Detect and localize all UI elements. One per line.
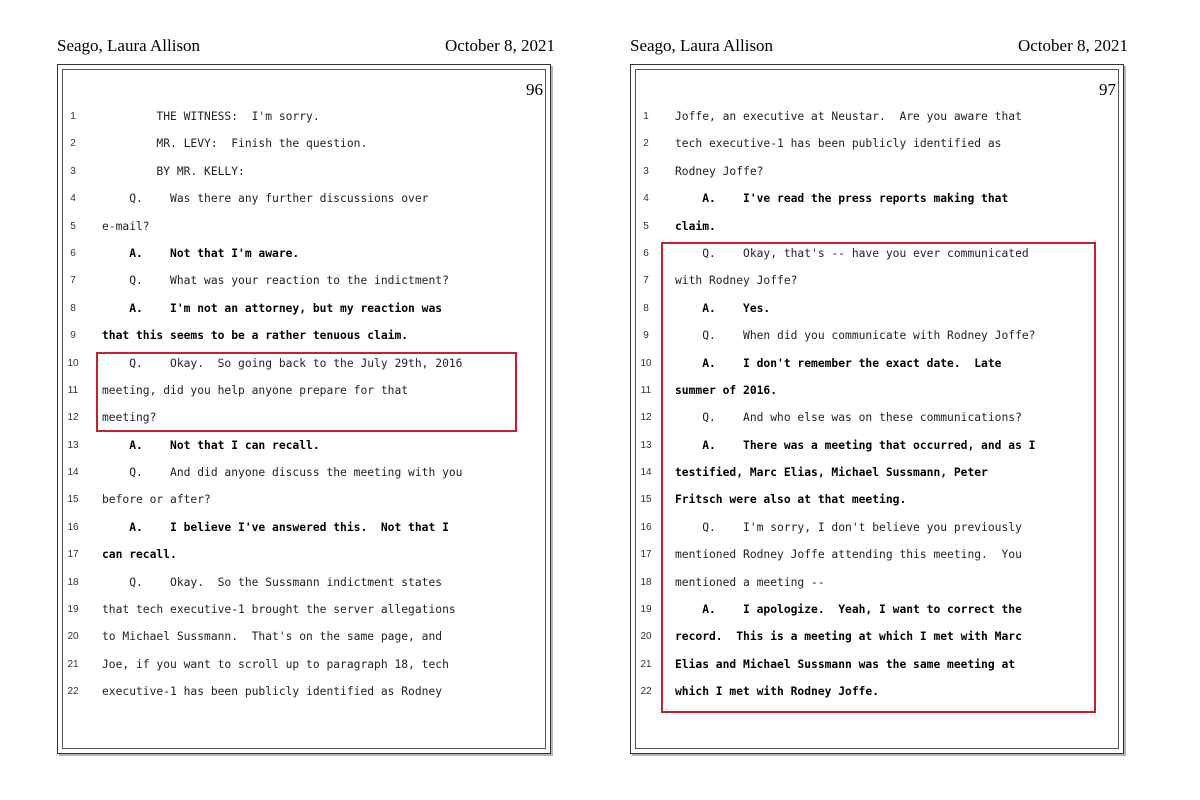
transcript-line [66,267,546,294]
line-number: 13 [640,439,652,451]
transcript-line [66,596,546,623]
line-number: 9 [643,330,649,342]
deposition-date: October 8, 2021 [1017,36,1128,55]
line-number: 11 [640,384,652,396]
line-text: Q. Okay. So the Sussmann indictment states [102,575,443,589]
highlight-box [661,242,1096,713]
transcript-line [66,322,546,349]
transcript-line [66,130,546,157]
line-text: MR. LEVY: Finish the question. [102,137,368,151]
line-number: 22 [640,686,652,698]
line-number: 16 [640,521,652,533]
transcript-line [66,459,546,486]
line-number: 18 [640,576,652,588]
line-number: 10 [67,357,79,369]
line-text: Q. And did anyone discuss the meeting with you [102,466,463,480]
line-text: mentioned Rodney Joffe attending this meeting. You [675,548,1022,562]
line-text: Q. Okay. So going back to the July 29th, 2016 [102,356,463,370]
line-number: 5 [643,220,649,232]
line-number: 2 [70,138,76,150]
line-number: 2 [643,138,649,150]
line-text: THE WITNESS: I'm sorry. [102,110,320,123]
transcript-line [66,185,546,212]
line-text: Rodney Joffe? [675,164,764,178]
line-number: 17 [640,549,652,561]
line-number: 10 [640,357,652,369]
answer-text: A. I apologize. Yeah, I want to correct the [675,603,1022,617]
answer-text: that this seems to be a rather tenuous claim. [102,329,409,343]
transcript-line [66,486,546,513]
line-text: meeting? [102,411,157,425]
line-number: 3 [70,165,76,177]
transcript-line [639,158,1119,185]
line-number: 8 [70,302,76,314]
line-number: 7 [70,275,76,287]
line-number: 4 [70,193,76,205]
line-text: Joffe, an executive at Neustar. Are you aware that [675,110,1022,123]
line-number: 12 [640,412,652,424]
line-text: that tech executive-1 brought the server allegations [102,603,456,617]
line-number: 12 [67,412,79,424]
deponent-name: Seago, Laura Allison [57,36,201,55]
transcript-line [639,213,1119,240]
line-number: 7 [643,275,649,287]
answer-text: claim. [675,219,716,233]
line-number: 9 [70,330,76,342]
answer-text: testified, Marc Elias, Michael Sussmann, Peter [675,466,988,480]
answer-text: which I met with Rodney Joffe. [675,685,880,699]
line-text: Q. Was there any further discussions over [102,192,429,206]
transcript-page-97 [573,0,1173,800]
answer-text: A. There was a meeting that occurred, and as I [675,438,1036,452]
line-text: before or after? [102,493,211,507]
line-number: 8 [643,302,649,314]
line-number: 14 [640,467,652,479]
line-number: 18 [67,576,79,588]
transcript-line [66,103,546,130]
transcript-line [66,240,546,267]
answer-text: A. I'm not an attorney, but my reaction was [102,301,443,315]
transcript-line [66,158,546,185]
page-number: 97 [1099,80,1116,99]
transcript-line [66,623,546,650]
line-number: 15 [640,494,652,506]
line-text: tech executive-1 has been publicly identified as [675,137,1002,151]
line-number: 6 [70,247,76,259]
answer-text: Elias and Michael Sussmann was the same meeting at [675,657,1016,671]
line-text: Q. Okay, that's -- have you ever communicated [675,246,1029,260]
line-text: BY MR. KELLY: [102,164,245,178]
highlight-box [96,352,517,432]
line-text: executive-1 has been publicly identified as Rodney [102,685,443,699]
answer-text: A. I've read the press reports making that [675,192,1009,206]
deposition-date: October 8, 2021 [444,36,555,55]
answer-text: A. Yes. [675,301,771,315]
line-number: 20 [640,631,652,643]
line-number: 1 [70,111,76,122]
transcript-line [66,213,546,240]
answer-text: A. I don't remember the exact date. Late [675,356,1002,370]
line-number: 14 [67,467,79,479]
answer-text: can recall. [102,548,177,562]
answer-text: A. I believe I've answered this. Not that I [102,520,449,534]
line-number: 15 [67,494,79,506]
line-number: 5 [70,220,76,232]
line-text: e-mail? [102,219,150,233]
line-text: to Michael Sussmann. That's on the same page, and [102,630,443,644]
line-number: 19 [640,604,652,616]
line-number: 22 [67,686,79,698]
line-text: meeting, did you help anyone prepare for that [102,383,409,397]
answer-text: summer of 2016. [675,383,778,397]
transcript-line [66,651,546,678]
line-text: mentioned a meeting -- [675,575,825,589]
line-number: 21 [640,658,652,670]
transcript-line [66,295,546,322]
line-number: 4 [643,193,649,205]
line-number: 20 [67,631,79,643]
page-number: 96 [526,80,543,99]
line-number: 13 [67,439,79,451]
line-text: Q. When did you communicate with Rodney Joffe? [675,329,1036,343]
transcript-line [66,514,546,541]
line-text: Q. And who else was on these communications? [675,411,1022,425]
transcript-line [639,130,1119,157]
line-number: 16 [67,521,79,533]
line-number: 11 [67,384,79,396]
deponent-name: Seago, Laura Allison [630,36,774,55]
answer-text: A. Not that I can recall. [102,438,320,452]
line-number: 17 [67,549,79,561]
transcript-line [66,569,546,596]
line-text: Q. What was your reaction to the indictment? [102,274,449,288]
line-text: Q. I'm sorry, I don't believe you previously [675,520,1022,534]
line-number: 1 [643,111,649,122]
line-number: 3 [643,165,649,177]
answer-text: record. This is a meeting at which I met with Marc [675,630,1022,644]
line-number: 19 [67,604,79,616]
line-number: 6 [643,247,649,259]
transcript-line [639,103,1119,130]
line-number: 21 [67,658,79,670]
answer-text: A. Not that I'm aware. [102,246,300,260]
transcript-line [66,678,546,705]
line-text: with Rodney Joffe? [675,274,798,288]
transcript-line [639,185,1119,212]
transcript-line [66,432,546,459]
line-text: Joe, if you want to scroll up to paragraph 18, tech [102,657,449,671]
answer-text: Fritsch were also at that meeting. [675,493,907,507]
transcript-line [66,541,546,568]
